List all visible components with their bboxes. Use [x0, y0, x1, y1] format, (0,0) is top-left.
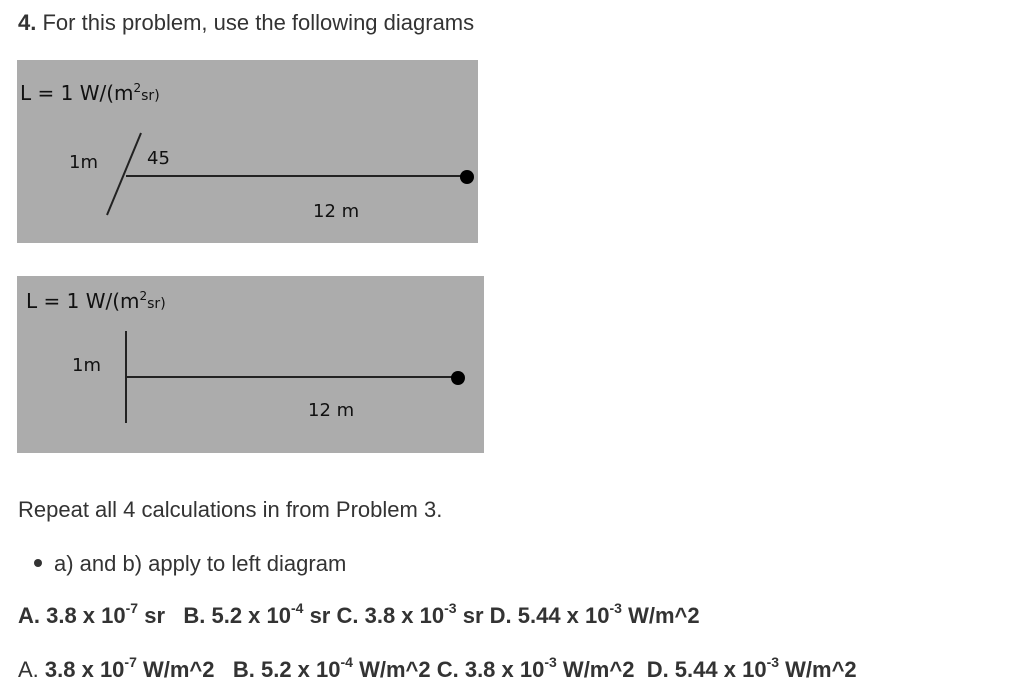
problem-number: 4.: [18, 10, 37, 35]
choice-a: A. 3.8 x $10^{-7}$ W/m^2: [18, 653, 215, 682]
choice-a: A. 3.8 x $10^{-7}$ sr: [18, 599, 166, 628]
source-size-label: 1m: [72, 355, 101, 376]
angle-label: 45: [147, 148, 170, 169]
bullet-dot-icon: [34, 559, 42, 567]
choice-b: B. 5.2 x $10^{-4}$ sr: [183, 599, 331, 628]
tilted-source-line: [107, 133, 141, 215]
radiance-label: L = 1 $W/(m^2_{sr)}$: [20, 81, 160, 105]
choice-b: B. 5.2 x $10^{-4}$ W/m^2: [232, 653, 431, 682]
problem-text: For this problem, use the following diagrams: [42, 10, 475, 35]
choice-d: D. 5.44 x $10^{-3}$ W/m^2: [489, 599, 700, 628]
detector-point: [460, 170, 474, 184]
answer-choices-1: [18, 599, 700, 629]
choice-c: C. 3.8 x $10^{-3}$ W/m^2: [436, 653, 635, 682]
radiance-label: L = 1 $W/(m^2_{sr)}$: [26, 289, 166, 313]
diagram-normal-source: [17, 276, 484, 453]
distance-label: 12 m: [308, 400, 355, 421]
choice-c: C. 3.8 x $10^{-3}$ sr: [336, 599, 484, 628]
diagram-tilted-svg: [17, 60, 478, 243]
bullet-text: a) and b) apply to left diagram: [54, 551, 347, 576]
bullet-item: [34, 551, 346, 577]
problem-heading: [18, 10, 474, 36]
source-size-label: 1m: [69, 152, 98, 173]
detector-point: [451, 371, 465, 385]
diagram-normal-svg: [17, 276, 484, 453]
repeat-instruction: Repeat all 4 calculations in from Problem 3.: [18, 497, 443, 522]
diagram-tilted-source: [17, 60, 478, 243]
distance-label: 12 m: [313, 201, 360, 222]
choice-d: D. 5.44 x $10^{-3}$ W/m^2: [646, 653, 857, 682]
answer-choices-2: [18, 653, 857, 683]
